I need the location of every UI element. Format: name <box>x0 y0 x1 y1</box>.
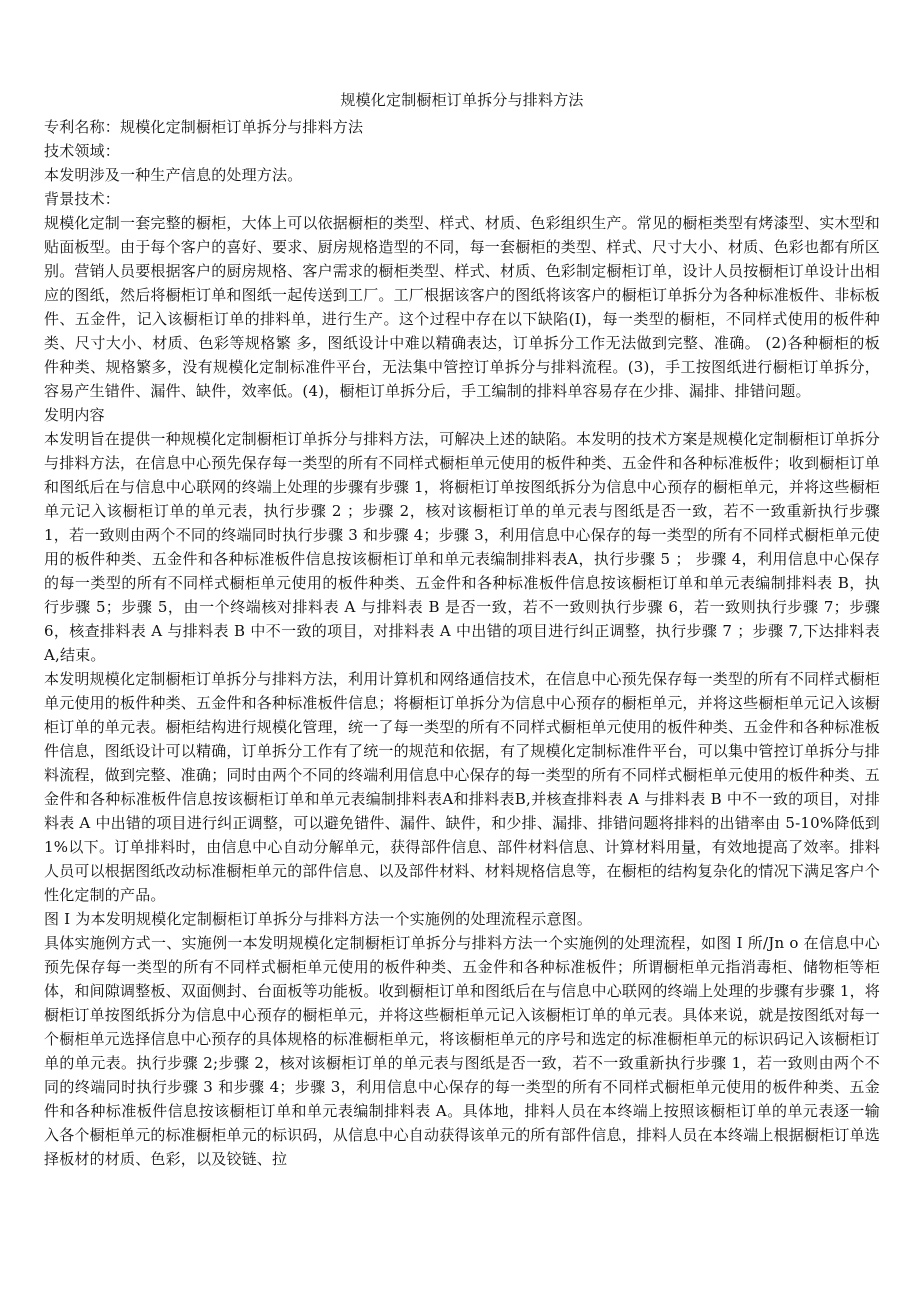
document-title: 规模化定制橱柜订单拆分与排料方法 <box>340 91 584 109</box>
section-heading-invention-content: 发明内容 <box>44 406 105 424</box>
figure-description-paragraph: 图 I 为本发明规模化定制橱柜订单拆分与排料方法一个实施例的处理流程示意图。 <box>44 910 593 928</box>
invention-summary-paragraph: 本发明旨在提供一种规模化定制橱柜订单拆分与排料方法，可解决上述的缺陷。本发明的技术方案是规模化定制橱柜订单拆分与排料方法，在信息中心预先保存每一类型的所有不同样式橱柜单元使用的板件种类、五金件和各种标准板件；收到橱柜订单和图纸后在与信息中心联网的终端上处理的步骤有步骤 1，将橱柜订单按图纸拆分为信息中心预存的橱柜单元，并将这些橱柜单元记入该橱柜订单的单元表，执行步骤 2 ；步骤 2，核对该橱柜订单的单元表与图纸是否一致，若不一致重新执行步骤 1，若一致则由两个不同的终端同时执行步骤 3 和步骤 4；步骤 3，利用信息中心保存的每一类型的所有不同样式橱柜单元使用的板件种类、五金件和各种标准板件信息按该橱柜订单和单元表编制排料表A，执行步骤 5 ； 步骤 4，利用信息中心保存的每一类型的所有不同样式橱柜单元使用的板件种类、五金件和各种标准板件信息按该橱柜订单和单元表编制排料表 B，执行步骤 5；步骤 5，由一个终端核对排料表 A 与排料表 B 是否一致，若不一致则执行步骤 6，若一致则执行步骤 7；步骤 6，核查排料表 A 与排料表 B 中不一致的项目，对排料表 A 中出错的项目进行纠正调整，执行步骤 7 ；步骤 7,下达排料表 A,结束。 <box>44 430 881 664</box>
background-paragraph: 规模化定制一套完整的橱柜，大体上可以依据橱柜的类型、样式、材质、色彩组织生产。常见的橱柜类型有烤漆型、实木型和贴面板型。由于每个客户的喜好、要求、厨房规格造型的不同，每一套橱柜的类型、样式、尺寸大小、材质、色彩也都有所区别。营销人员要根据客户的厨房规格、客户需求的橱柜类型、样式、材质、色彩制定橱柜订单，设计人员按橱柜订单设计出相应的图纸，然后将橱柜订单和图纸一起传送到工厂。工厂根据该客户的图纸将该客户的橱柜订单拆分为各种标准板件、非标板件、五金件，记入该橱柜订单的排料单，进行生产。这个过程中存在以下缺陷(I)，每一类型的橱柜，不同样式使用的板件种类、尺寸大小、材质、色彩等规格繁 多，图纸设计中难以精确表达，订单拆分工作无法做到完整、准确。 (2)各种橱柜的板件种类、规格繁多，没有规模化定制标准件平台，无法集中管控订单拆分与排料流程。(3)，手工按图纸进行橱柜订单拆分，容易产生错件、漏件、缺件，效率低。(4)，橱柜订单拆分后，手工编制的排料单容易存在少排、漏排、排错问题。 <box>44 214 881 400</box>
technical-field-text: 本发明涉及一种生产信息的处理方法。 <box>44 166 303 184</box>
section-heading-background: 背景技术： <box>44 190 121 208</box>
embodiment-paragraph: 具体实施例方式一、实施例一本发明规模化定制橱柜订单拆分与排料方法一个实施例的处理流程，如图 I 所/Jn o 在信息中心预先保存每一类型的所有不同样式橱柜单元使用的板件种类、五金件和各种标准板件；所谓橱柜单元指消毒柜、储物柜等柜体，和间隙调整板、双面侧封、台面板等功能板。收到橱柜订单和图纸后在与信息中心联网的终端上处理的步骤有步骤 1，将橱柜订单按图纸拆分为信息中心预存的橱柜单元，并将这些橱柜单元记入该橱柜订单的单元表。具体来说，就是按图纸对每一个橱柜单元选择信息中心预存的具体规格的标准橱柜单元，将该橱柜单元的序号和选定的标准橱柜单元的标识码记入该橱柜订单的单元表。执行步骤 2;步骤 2，核对该橱柜订单的单元表与图纸是否一致，若不一致重新执行步骤 1，若一致则由两个不同的终端同时执行步骤 3 和步骤 4；步骤 3，利用信息中心保存的每一类型的所有不同样式橱柜单元使用的板件种类、五金件和各种标准板件信息按该橱柜订单和单元表编制排料表 A。具体地，排料人员在本终端上按照该橱柜订单的单元表逐一输入各个橱柜单元的标准橱柜单元的标识码，从信息中心自动获得该单元的所有部件信息，排料人员在本终端上根据橱柜订单选择板材的材质、色彩，以及铰链、拉 <box>44 934 881 1168</box>
invention-benefits-paragraph: 本发明规模化定制橱柜订单拆分与排料方法，利用计算机和网络通信技术，在信息中心预先保存每一类型的所有不同样式橱柜单元使用的板件种类、五金件和各种标准板件信息；将橱柜订单拆分为信息中心预存的橱柜单元，并将这些橱柜单元记入该橱柜订单的单元表。橱柜结构进行规模化管理，统一了每一类型的所有不同样式橱柜单元使用的板件种类、五金件和各种标准板件信息，图纸设计可以精确，订单拆分工作有了统一的规范和依据，有了规模化定制标准件平台，可以集中管控订单拆分与排料流程，做到完整、准确；同时由两个不同的终端利用信息中心保存的每一类型的所有不同样式橱柜单元使用的板件种类、五金件和各种标准板件信息按该橱柜订单和单元表编制排料表A和排料表B,并核查排料表 A 与排料表 B 中不一致的项目，对排料表 A 中出错的项目进行纠正调整，可以避免错件、漏件、缺件，和少排、漏排、排错问题将排料的出错率由 5-10%降低到 1%以下。订单排料时，由信息中心自动分解单元，获得部件信息、部件材料信息、计算材料用量，有效地提高了效率。排料人员可以根据图纸改动标准橱柜单元的部件信息、以及部件材料、材料规格信息等，在橱柜的结构复杂化的情况下满足客户个性化定制的产品。 <box>44 670 881 904</box>
document-page <box>44 88 880 1171</box>
patent-name-line: 专利名称：规模化定制橱柜订单拆分与排料方法 <box>44 118 364 136</box>
section-heading-technical-field: 技术领域： <box>44 142 121 160</box>
